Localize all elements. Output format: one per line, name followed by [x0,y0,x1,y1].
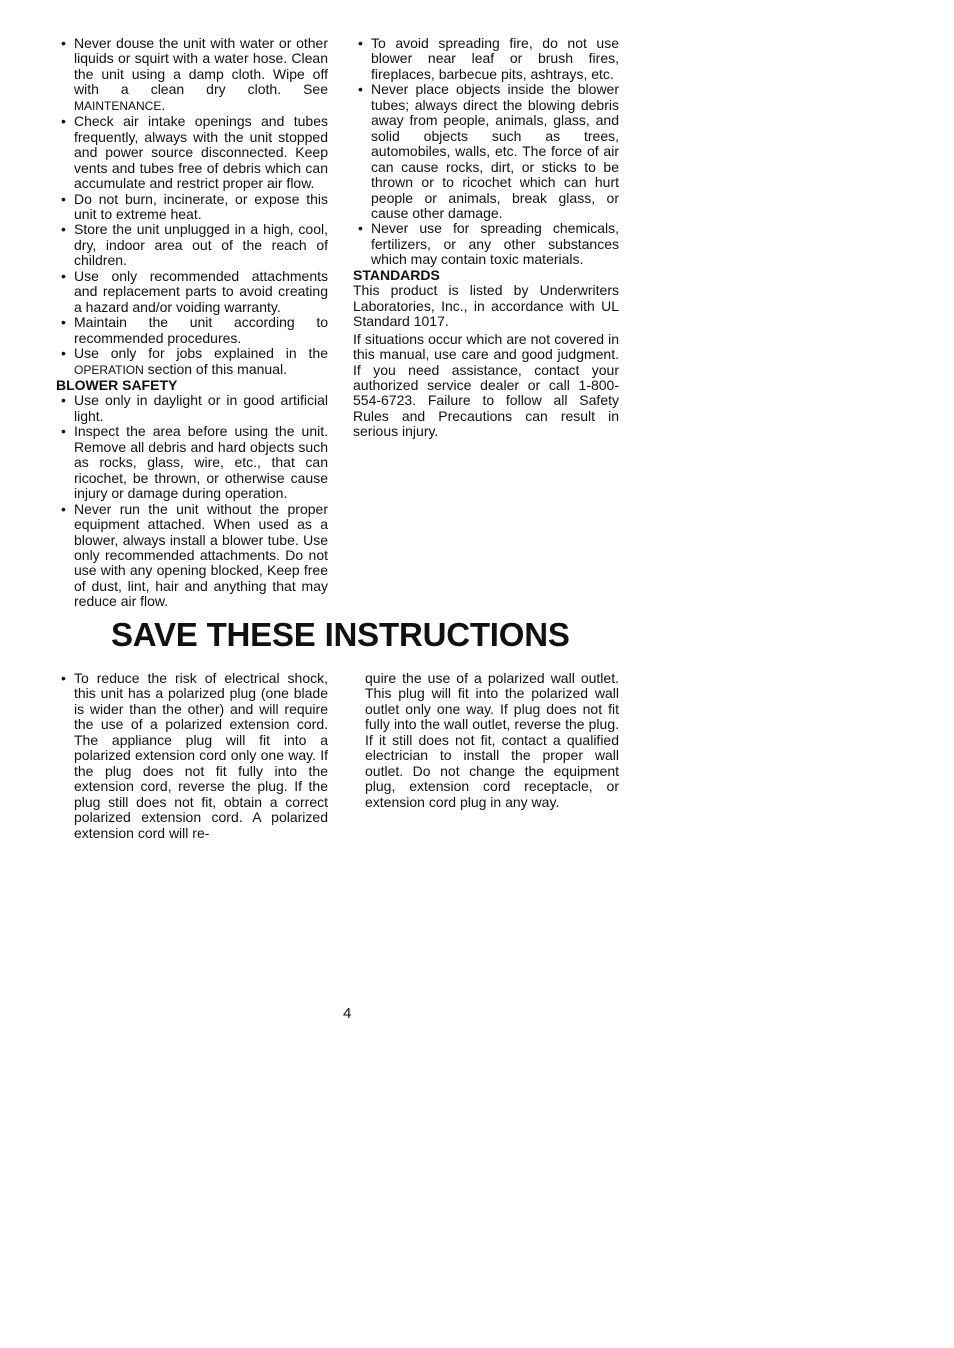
operation-reference: OPERATION [74,362,144,377]
standards-paragraph: This product is listed by Underwriters Laboratories, Inc., in accordance with UL Standard 1017. [353,282,619,330]
maintenance-safety-list [56,36,328,378]
continued-paragraph: quire the use of a polarized wall outlet. This plug will fit into the polarized wall outlet only one way. If plug does not fit fully into the wall outlet, reverse the plug. If it still does not fit, contact a qualified electrician to install the proper wall outlet. Do not change the equipment plug, extension cord receptacle, or extension cord plug in any way. [365,670,619,810]
polarized-plug-left [56,671,328,841]
blower-safety-list [56,393,328,609]
list-item: • Check air intake openings and tubes frequently, always with the unit stopped and power source disconnected. Keep vents and tubes free of debris which can accumulate and restrict proper air flow. [56,114,328,191]
list-item: • Do not burn, incinerate, or expose this unit to extreme heat. [56,192,328,223]
list-item: • Never douse the unit with water or other liquids or squirt with a water hose. Clean the unit using a damp cloth. Wipe off with a clean dry cloth. See MAINTENANCE. [56,36,328,114]
list-item: • Use only for jobs explained in the OPERATION section of this manual. [56,346,328,378]
list-item: • Never place objects inside the blower tubes; always direct the blowing debris away from people, animals, glass, and solid objects such as trees, automobiles, walls, etc. The force of air can cause rocks, dirt, or sticks to be thrown or to ricochet which can hurt people or animals, break glass, or cause other damage. [353,82,619,221]
list-item: • Inspect the area before using the unit. Remove all debris and hard objects such as rocks, glass, wire, etc., that can ricochet, be thrown, or otherwise cause injury or damage during operation. [56,424,328,501]
list-item: • Use only in daylight or in good artificial light. [56,393,328,424]
standards-heading: STANDARDS [353,266,440,283]
list-item: • To avoid spreading fire, do not use blower near leaf or brush fires, fireplaces, barbecue pits, ashtrays, etc. [353,36,619,82]
right-column [353,36,619,440]
fire-safety-list [353,36,619,268]
left-column [56,36,328,610]
polarized-plug-right [365,671,619,810]
list-item: • Use only recommended attachments and replacement parts to avoid creating a hazard and/or voiding warranty. [56,269,328,315]
assistance-paragraph: If situations occur which are not covered in this manual, use care and good judgment. If you need assistance, contact your authorized service dealer or call 1-800-554-6723. Failure to follow all Safety Rules and Precautions can result in serious injury. [353,330,619,440]
page-number: 4 [343,1005,352,1022]
list-item: • Store the unit unplugged in a high, cool, dry, indoor area out of the reach of children. [56,222,328,268]
blower-safety-heading: BLOWER SAFETY [56,376,178,393]
list-item: • Never use for spreading chemicals, fertilizers, or any other substances which may contain toxic materials. [353,221,619,267]
maintenance-reference: MAINTENANCE [74,98,162,113]
list-item: • Never run the unit without the proper equipment attached. When used as a blower, always install a blower tube. Use only recommended attachments. Do not use with any opening blocked, Keep free of dust, lint, hair and anything that may reduce air flow. [56,502,328,610]
list-item: • Maintain the unit according to recommended procedures. [56,315,328,346]
list-item: • To reduce the risk of electrical shock, this unit has a polarized plug (one blade is wider than the other) and will require the use of a polarized extension cord. The appliance plug will fit into a polarized extension cord only one way. If the plug does not fit fully into the extension cord, reverse the plug. If the plug still does not fit, obtain a correct polarized extension cord. A polarized extension cord will re- [56,671,328,841]
page-title: SAVE THESE INSTRUCTIONS [111,616,570,653]
